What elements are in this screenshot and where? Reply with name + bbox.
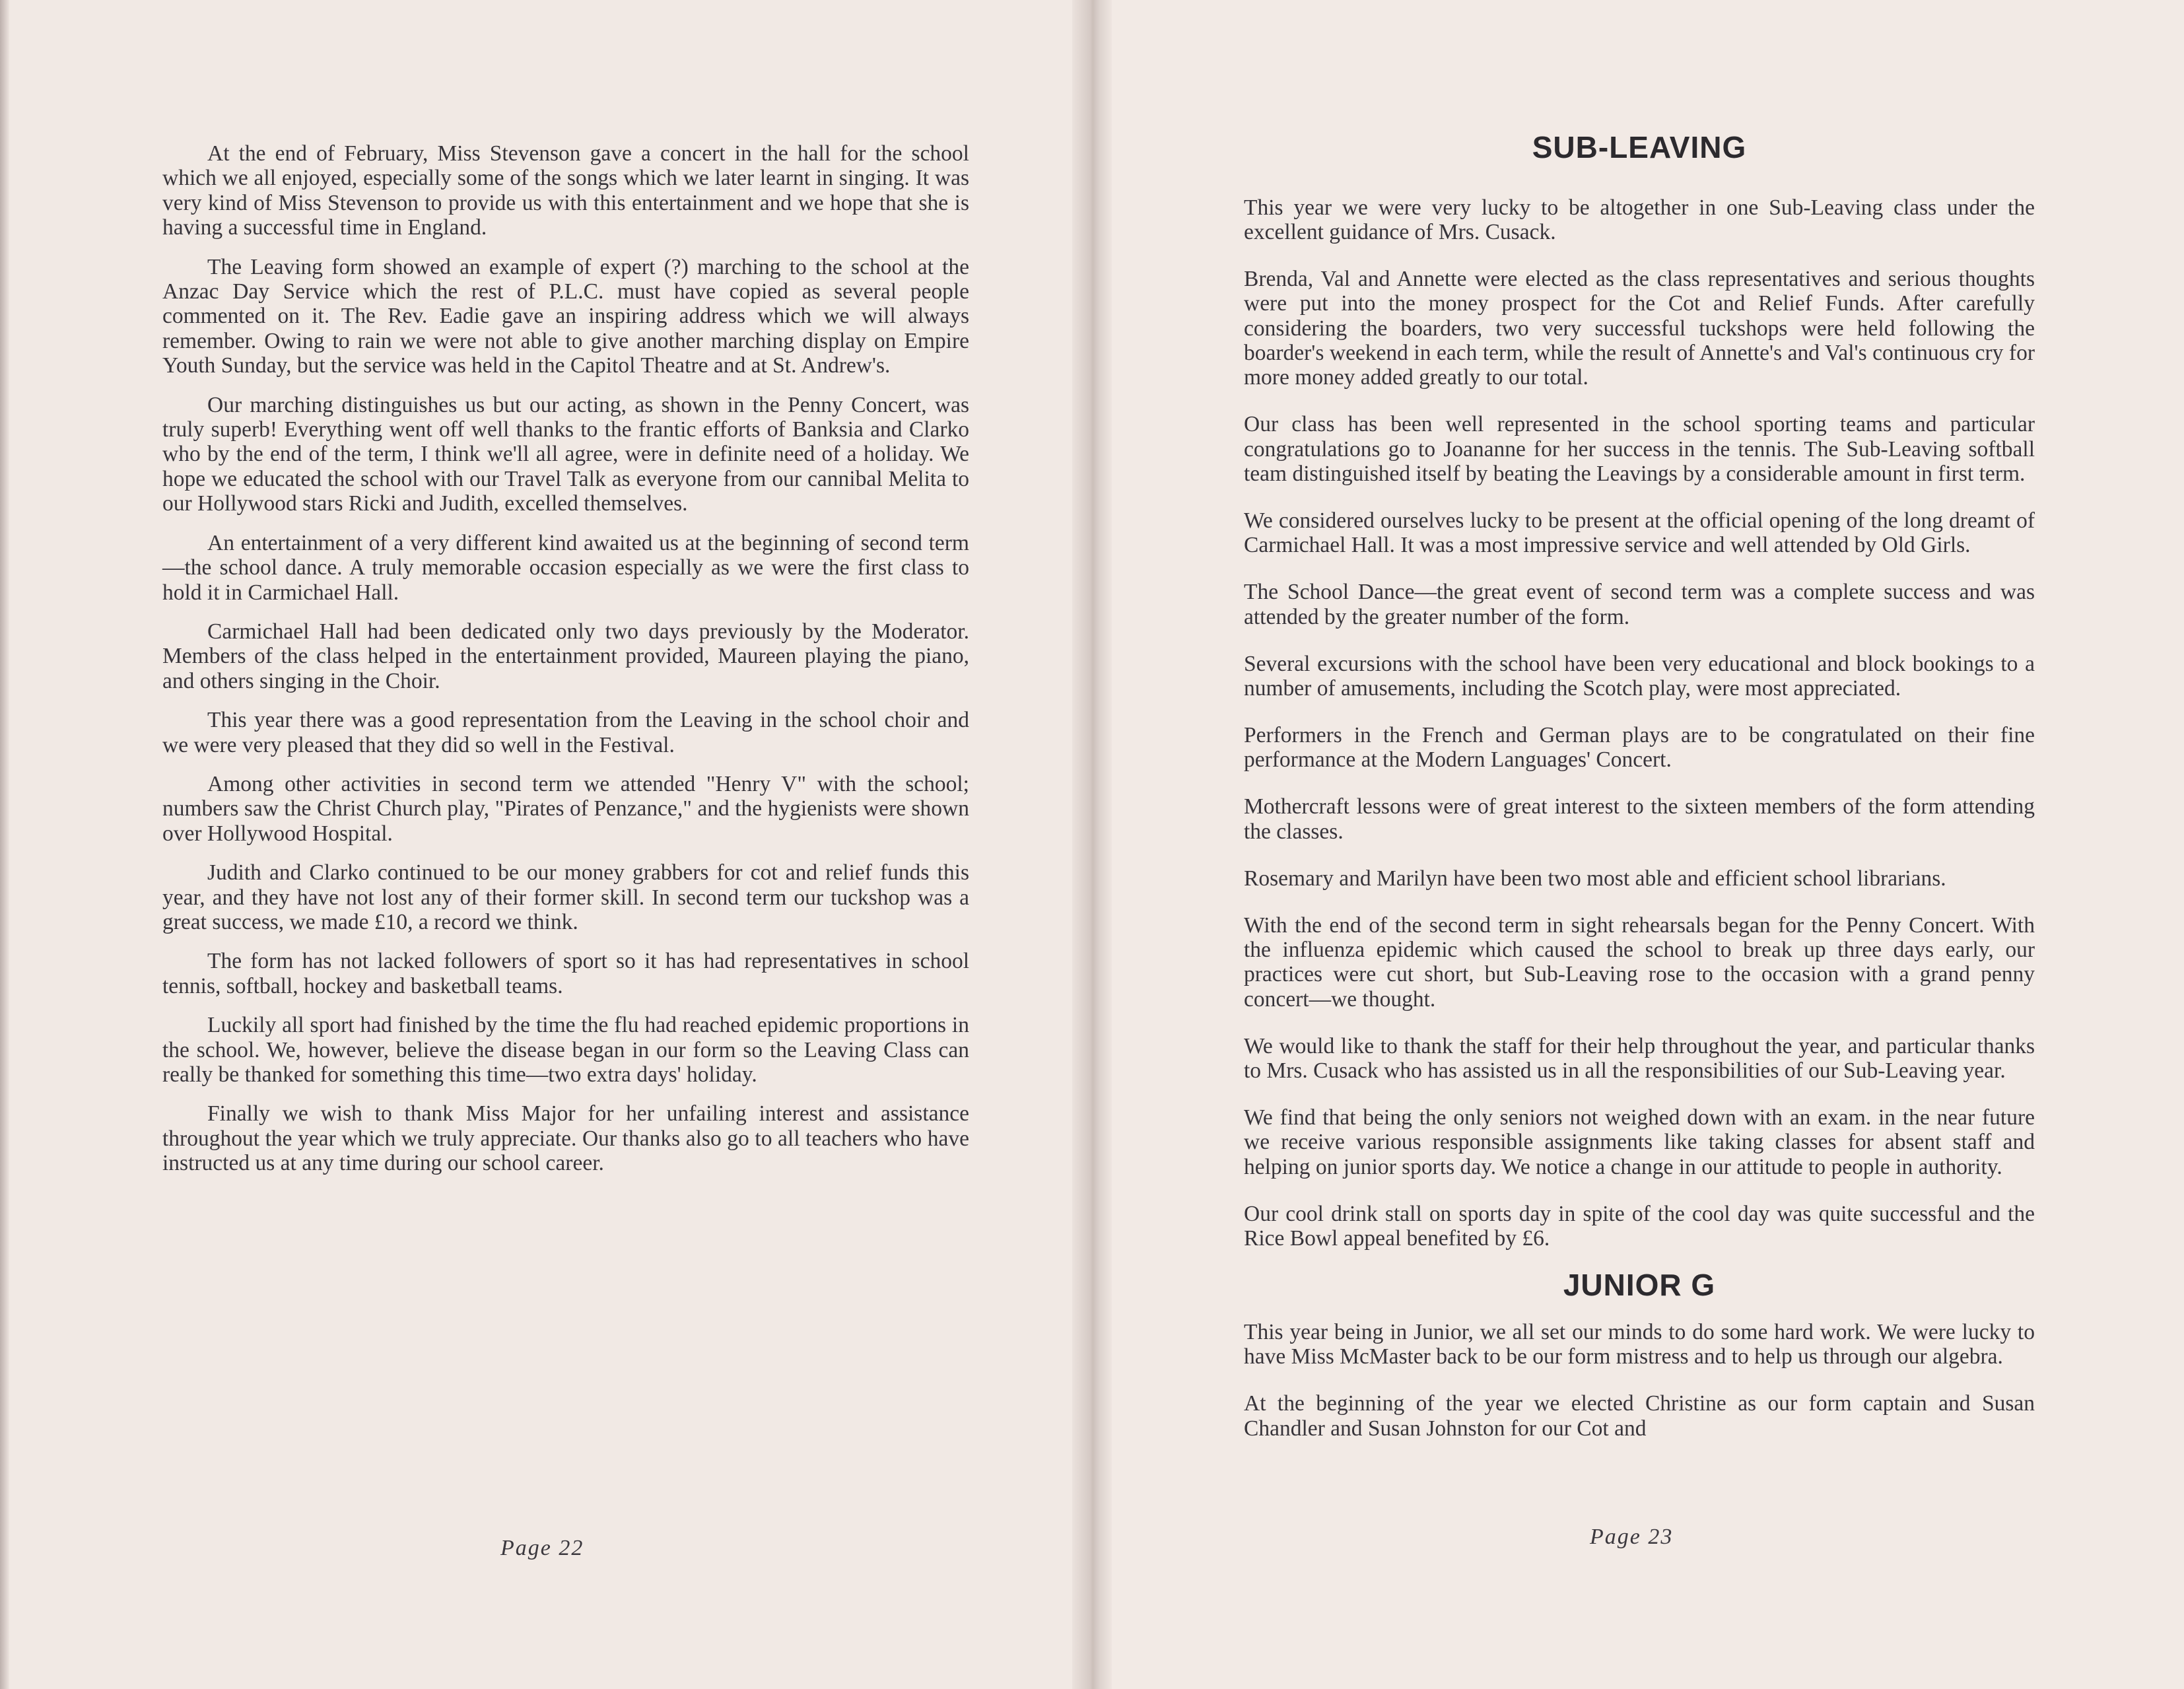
- left-page-body: [162, 141, 969, 1190]
- page-left-edge: [0, 0, 9, 1689]
- paragraph: The School Dance—the great event of second term was a complete success and was attended by the greater number of the form.: [1244, 580, 2035, 629]
- paragraph: Brenda, Val and Annette were elected as the class representatives and serious thoughts were put into the money prospect for the Cot and Relief Funds. After carefully considering the boarders, two very successful tuckshops were held following the boarder's weekend in each term, while the result of Annette's and Val's continuous cry for more money added greatly to our total.: [1244, 266, 2035, 390]
- junior-g-section: [1244, 1320, 2035, 1441]
- paragraph: This year there was a good representation from the Leaving in the school choir and we were very pleased that they did so well in the Festival.: [162, 708, 969, 757]
- paragraph: Finally we wish to thank Miss Major for her unfailing interest and assistance throughout the year which we truly appreciate. Our thanks also go to all teachers who have instructed us at any time during our school career.: [162, 1101, 969, 1176]
- paragraph: The Leaving form showed an example of expert (?) marching to the school at the Anzac Day Service which the rest of P.L.C. must have copied as several people commented on it. The Rev. Eadie gave an inspiring address which we will always remember. Owing to rain we were not able to give another marching display on Empire Youth Sunday, but the service was held in the Capitol Theatre and at St. Andrew's.: [162, 254, 969, 378]
- paragraph: Several excursions with the school have been very educational and block bookings to a number of amusements, including the Scotch play, were most appreciated.: [1244, 651, 2035, 701]
- page-number-right: Page 23: [1590, 1525, 1674, 1549]
- paragraph: Rosemary and Marilyn have been two most able and efficient school librarians.: [1244, 866, 1946, 891]
- sub-leaving-section: [1244, 195, 2035, 1251]
- section-heading-sub-leaving: SUB-LEAVING: [1532, 130, 1747, 164]
- paragraph: At the end of February, Miss Stevenson gave a concert in the hall for the school which we all enjoyed, especially some of the songs which we later learnt in singing. It was very kind of Miss Stevenson to provide us with this entertainment and we hope that she is having a successful time in England.: [162, 141, 969, 240]
- paragraph: This year we were very lucky to be altogether in one Sub-Leaving class under the excellent guidance of Mrs. Cusack.: [1244, 195, 2035, 244]
- paragraph: We considered ourselves lucky to be present at the official opening of the long dreamt of Carmichael Hall. It was a most impressive service and well attended by Old Girls.: [1244, 508, 2035, 558]
- right-page: [1112, 0, 2184, 1689]
- right-page-body: [1244, 173, 2035, 1463]
- paragraph: An entertainment of a very different kind awaited us at the beginning of second term—the school dance. A truly memorable occasion especially as we were the first class to hold it in Carmichael Hall.: [162, 530, 969, 605]
- left-page: [9, 0, 1072, 1689]
- paragraph: This year being in Junior, we all set our minds to do some hard work. We were lucky to have Miss McMaster back to be our form mistress and to help us through our algebra.: [1244, 1319, 2035, 1369]
- paragraph: Our cool drink stall on sports day in spite of the cool day was quite successful and the Rice Bowl appeal benefited by £6.: [1244, 1201, 2035, 1251]
- paragraph: Our class has been well represented in the school sporting teams and particular congratulations go to Joananne for her success in the tennis. The Sub-Leaving softball team distinguished itself by beating the Leavings by a considerable amount in first term.: [1244, 412, 2035, 487]
- page-number-left: Page 22: [500, 1536, 584, 1560]
- paragraph: We find that being the only seniors not weighed down with an exam. in the near future we receive various responsible assignments like taking classes for absent staff and helping on junior sports day. We notice a change in our attitude to people in authority.: [1244, 1105, 2035, 1179]
- paragraph: Mothercraft lessons were of great interest to the sixteen members of the form attending the classes.: [1244, 794, 2035, 844]
- paragraph: Judith and Clarko continued to be our money grabbers for cot and relief funds this year, and they have not lost any of their former skill. In second term our tuckshop was a great success, we made £10, a record we think.: [162, 860, 969, 934]
- paragraph: With the end of the second term in sight rehearsals began for the Penny Concert. With the influenza epidemic which caused the school to break up three days early, our practices were cut short, but Sub-Leaving rose to the occasion with a grand penny concert—we thought.: [1244, 913, 2035, 1012]
- section-heading-junior-g: JUNIOR G: [1563, 1268, 1716, 1302]
- paragraph: Luckily all sport had finished by the time the flu had reached epidemic proportions in the school. We, however, believe the disease began in our form so the Leaving Class can really be thanked for something this time—two extra days' holiday.: [162, 1013, 969, 1087]
- paragraph: We would like to thank the staff for their help throughout the year, and particular thanks to Mrs. Cusack who has assisted us in all the responsibilities of our Sub-Leaving year.: [1244, 1033, 2035, 1084]
- paragraph: Performers in the French and German plays are to be congratulated on their fine performance at the Modern Languages' Concert.: [1244, 723, 2035, 773]
- paragraph: Our marching distinguishes us but our acting, as shown in the Penny Concert, was truly superb! Everything went off well thanks to the frantic efforts of Banksia and Clarko who by the end of the term, I think we'll all agree, were in definite need of a holiday. We hope we educated the school with our Travel Talk as everyone from our cannibal Melita to our Hollywood stars Ricki and Judith, excelled themselves.: [162, 392, 969, 516]
- paragraph: Among other activities in second term we attended "Henry V" with the school; numbers saw the Christ Church play, "Pirates of Penzance," and the hygienists were shown over Hollywood Hospital.: [162, 771, 969, 846]
- book-spine: [1072, 0, 1112, 1689]
- paragraph: Carmichael Hall had been dedicated only two days previously by the Moderator. Members of the class helped in the entertainment provided, Maureen playing the piano, and others singing in the Choir.: [162, 619, 969, 693]
- paragraph: The form has not lacked followers of sport so it has had representatives in school tennis, softball, hockey and basketball teams.: [162, 949, 969, 998]
- paragraph: At the beginning of the year we elected Christine as our form captain and Susan Chandler and Susan Johnston for our Cot and: [1244, 1391, 2035, 1441]
